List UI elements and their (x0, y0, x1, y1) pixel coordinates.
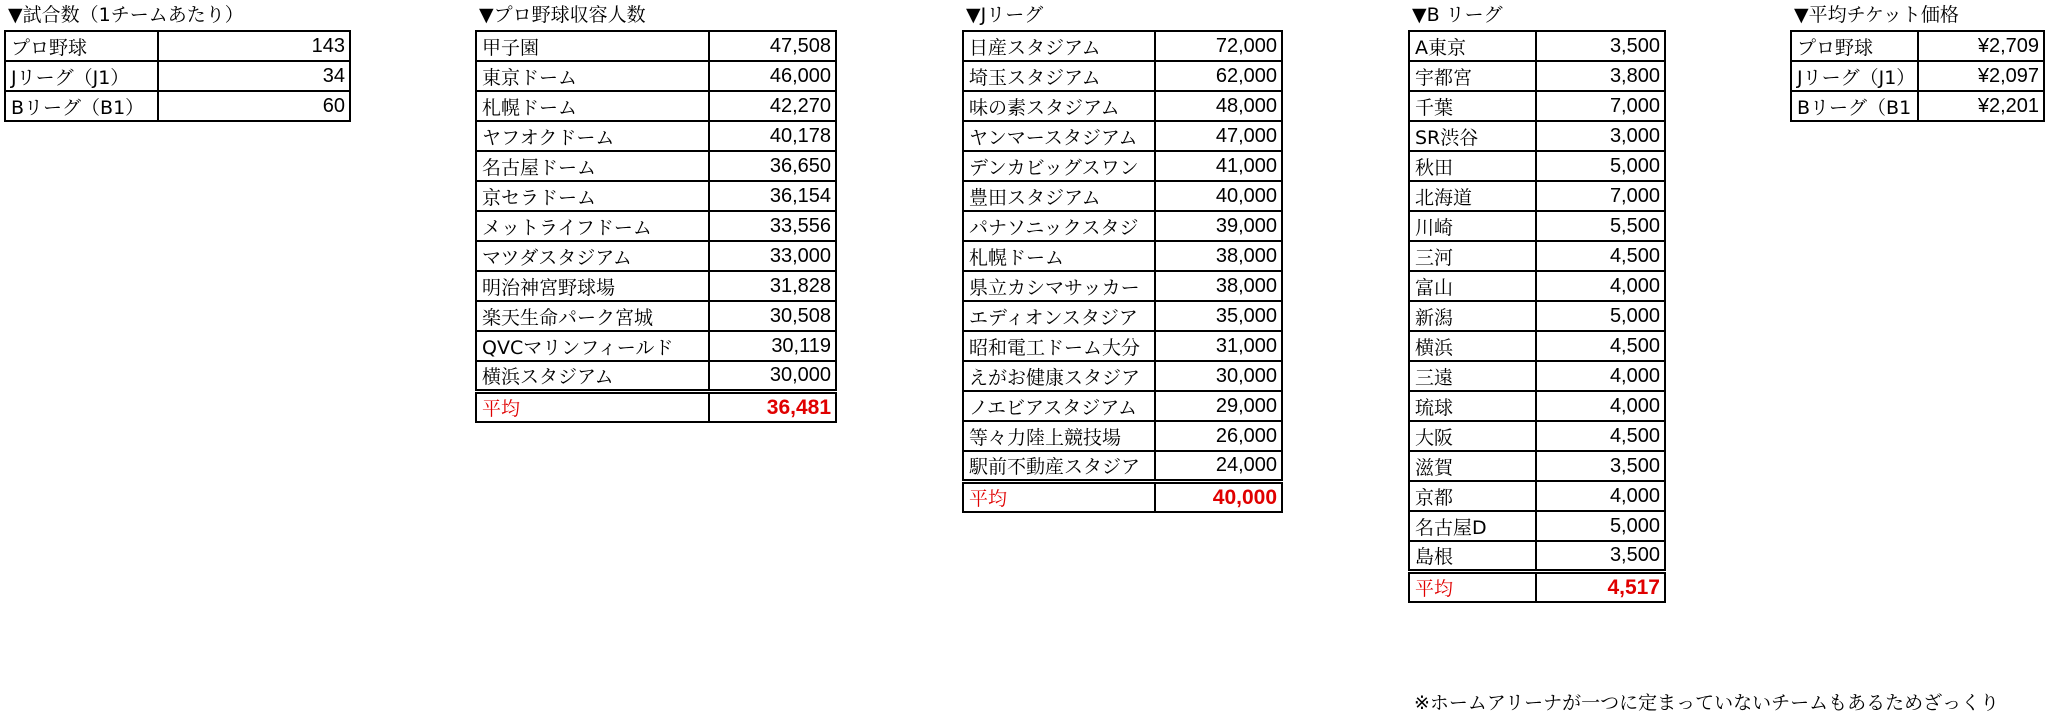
bleague-value-cell[interactable]: 3,500 (1536, 541, 1665, 572)
baseball-name-cell[interactable]: 甲子園 (476, 31, 709, 61)
price-value-cell[interactable]: ¥2,709 (1918, 31, 2044, 61)
jleague-row (963, 61, 1282, 91)
jleague-row (963, 31, 1282, 61)
jleague-value-cell[interactable]: 62,000 (1155, 61, 1282, 91)
baseball-name-cell[interactable]: マツダスタジアム (476, 241, 709, 271)
bleague-value-cell[interactable]: 5,500 (1536, 211, 1665, 241)
jleague-title: ▼Jリーグ (966, 4, 1044, 26)
bleague-table (1408, 30, 1666, 603)
games-table (4, 30, 351, 122)
bleague-name-cell[interactable]: A東京 (1409, 31, 1536, 61)
jleague-value-cell[interactable]: 48,000 (1155, 91, 1282, 121)
jleague-name-cell[interactable]: 札幌ドーム (963, 241, 1155, 271)
bleague-row (1409, 91, 1665, 121)
jleague-value-cell[interactable]: 72,000 (1155, 31, 1282, 61)
jleague-value-cell[interactable]: 35,000 (1155, 301, 1282, 331)
bleague-row (1409, 511, 1665, 541)
price-row (1791, 91, 2044, 121)
games-name-cell[interactable]: Jリーグ（J1） (5, 61, 158, 91)
jleague-row (963, 421, 1282, 451)
jleague-block (962, 0, 1283, 513)
jleague-name-cell[interactable]: 駅前不動産スタジア (963, 451, 1155, 482)
bleague-value-cell[interactable]: 4,000 (1536, 391, 1665, 421)
bleague-name-cell[interactable]: 三河 (1409, 241, 1536, 271)
baseball-table (475, 30, 837, 423)
bleague-value-cell[interactable]: 4,500 (1536, 241, 1665, 271)
jleague-average-row (963, 482, 1282, 513)
jleague-name-cell[interactable]: 等々力陸上競技場 (963, 421, 1155, 451)
baseball-value-cell[interactable]: 30,000 (709, 361, 836, 392)
games-value-cell[interactable]: 60 (158, 91, 350, 121)
bleague-row (1409, 331, 1665, 361)
jleague-row (963, 301, 1282, 331)
bleague-row (1409, 301, 1665, 331)
price-row (1791, 61, 2044, 91)
baseball-value-cell[interactable]: 36,650 (709, 151, 836, 181)
games-rows (5, 31, 350, 121)
bleague-row (1409, 31, 1665, 61)
bleague-name-cell[interactable]: 富山 (1409, 271, 1536, 301)
jleague-name-cell[interactable]: 埼玉スタジアム (963, 61, 1155, 91)
baseball-row (476, 61, 836, 91)
jleague-value-cell[interactable]: 41,000 (1155, 151, 1282, 181)
jleague-value-cell[interactable]: 26,000 (1155, 421, 1282, 451)
baseball-name-cell[interactable]: 京セラドーム (476, 181, 709, 211)
baseball-value-cell[interactable]: 31,828 (709, 271, 836, 301)
price-value-cell[interactable]: ¥2,201 (1918, 91, 2044, 121)
bleague-name-cell[interactable]: 千葉 (1409, 91, 1536, 121)
baseball-name-cell[interactable]: 東京ドーム (476, 61, 709, 91)
bleague-value-cell[interactable]: 5,000 (1536, 301, 1665, 331)
bleague-name-cell[interactable]: 三遠 (1409, 361, 1536, 391)
bleague-value-cell[interactable]: 5,000 (1536, 151, 1665, 181)
bleague-average-row (1409, 572, 1665, 603)
price-block (1790, 0, 2045, 122)
bleague-value-cell[interactable]: 5,000 (1536, 511, 1665, 541)
jleague-table (962, 30, 1283, 513)
bleague-note: ※ホームアリーナが一つに定まっていないチームもあるためざっくり (1414, 692, 2000, 714)
bleague-block (1408, 0, 1666, 603)
games-row (5, 61, 350, 91)
bleague-rows (1409, 31, 1665, 602)
baseball-row (476, 151, 836, 181)
bleague-name-cell[interactable]: 名古屋D (1409, 511, 1536, 541)
bleague-row (1409, 121, 1665, 151)
jleague-value-cell[interactable]: 40,000 (1155, 482, 1282, 513)
baseball-value-cell[interactable]: 47,508 (709, 31, 836, 61)
baseball-name-cell[interactable]: 平均 (476, 392, 709, 423)
jleague-name-cell[interactable]: ヤンマースタジアム (963, 121, 1155, 151)
jleague-name-cell[interactable]: ノエビアスタジアム (963, 391, 1155, 421)
price-row (1791, 31, 2044, 61)
jleague-name-cell[interactable]: 日産スタジアム (963, 31, 1155, 61)
games-value-cell[interactable]: 143 (158, 31, 350, 61)
bleague-name-cell[interactable]: 京都 (1409, 481, 1536, 511)
baseball-row (476, 271, 836, 301)
jleague-row (963, 91, 1282, 121)
baseball-value-cell[interactable]: 46,000 (709, 61, 836, 91)
bleague-row (1409, 391, 1665, 421)
bleague-name-cell[interactable]: 大阪 (1409, 421, 1536, 451)
bleague-title: ▼B リーグ (1412, 4, 1503, 26)
price-name-cell[interactable]: Jリーグ（J1） (1791, 61, 1918, 91)
baseball-row (476, 121, 836, 151)
bleague-row (1409, 451, 1665, 481)
jleague-value-cell[interactable]: 47,000 (1155, 121, 1282, 151)
baseball-row (476, 361, 836, 392)
jleague-rows (963, 31, 1282, 512)
jleague-row (963, 271, 1282, 301)
baseball-value-cell[interactable]: 42,270 (709, 91, 836, 121)
bleague-row (1409, 361, 1665, 391)
jleague-row (963, 361, 1282, 391)
jleague-value-cell[interactable]: 38,000 (1155, 241, 1282, 271)
games-value-cell[interactable]: 34 (158, 61, 350, 91)
jleague-value-cell[interactable]: 40,000 (1155, 181, 1282, 211)
baseball-name-cell[interactable]: 名古屋ドーム (476, 151, 709, 181)
bleague-value-cell[interactable]: 3,000 (1536, 121, 1665, 151)
jleague-name-cell[interactable]: パナソニックスタジ (963, 211, 1155, 241)
bleague-row (1409, 271, 1665, 301)
baseball-value-cell[interactable]: 36,154 (709, 181, 836, 211)
baseball-row (476, 241, 836, 271)
baseball-value-cell[interactable]: 30,119 (709, 331, 836, 361)
bleague-row (1409, 61, 1665, 91)
jleague-value-cell[interactable]: 24,000 (1155, 451, 1282, 482)
bleague-row (1409, 241, 1665, 271)
bleague-name-cell[interactable]: 川崎 (1409, 211, 1536, 241)
bleague-name-cell[interactable]: SR渋谷 (1409, 121, 1536, 151)
bleague-name-cell[interactable]: 島根 (1409, 541, 1536, 572)
bleague-value-cell[interactable]: 3,800 (1536, 61, 1665, 91)
baseball-title: ▼プロ野球収容人数 (479, 4, 646, 26)
bleague-row (1409, 151, 1665, 181)
jleague-row (963, 451, 1282, 482)
baseball-block (475, 0, 837, 423)
baseball-value-cell[interactable]: 36,481 (709, 392, 836, 423)
games-row (5, 91, 350, 121)
jleague-name-cell[interactable]: 昭和電工ドーム大分 (963, 331, 1155, 361)
baseball-value-cell[interactable]: 40,178 (709, 121, 836, 151)
bleague-name-cell[interactable]: 滋賀 (1409, 451, 1536, 481)
jleague-row (963, 241, 1282, 271)
games-name-cell[interactable]: プロ野球 (5, 31, 158, 61)
baseball-row (476, 181, 836, 211)
jleague-value-cell[interactable]: 29,000 (1155, 391, 1282, 421)
jleague-value-cell[interactable]: 39,000 (1155, 211, 1282, 241)
bleague-row (1409, 541, 1665, 572)
jleague-name-cell[interactable]: デンカビッグスワン (963, 151, 1155, 181)
bleague-name-cell[interactable]: 北海道 (1409, 181, 1536, 211)
baseball-name-cell[interactable]: 明治神宮野球場 (476, 271, 709, 301)
baseball-average-row (476, 392, 836, 423)
games-title: ▼試合数（1チームあたり） (8, 4, 244, 26)
jleague-row (963, 391, 1282, 421)
jleague-name-cell[interactable]: えがお健康スタジア (963, 361, 1155, 391)
baseball-name-cell[interactable]: ヤフオクドーム (476, 121, 709, 151)
baseball-value-cell[interactable]: 33,000 (709, 241, 836, 271)
baseball-name-cell[interactable]: 横浜スタジアム (476, 361, 709, 392)
bleague-value-cell[interactable]: 4,000 (1536, 271, 1665, 301)
bleague-name-cell[interactable]: 平均 (1409, 572, 1536, 603)
bleague-value-cell[interactable]: 4,517 (1536, 572, 1665, 603)
bleague-name-cell[interactable]: 新潟 (1409, 301, 1536, 331)
jleague-name-cell[interactable]: 豊田スタジアム (963, 181, 1155, 211)
jleague-value-cell[interactable]: 38,000 (1155, 271, 1282, 301)
price-table (1790, 30, 2045, 122)
jleague-row (963, 331, 1282, 361)
baseball-value-cell[interactable]: 33,556 (709, 211, 836, 241)
games-row (5, 31, 350, 61)
baseball-row (476, 91, 836, 121)
jleague-name-cell[interactable]: エディオンスタジア (963, 301, 1155, 331)
price-value-cell[interactable]: ¥2,097 (1918, 61, 2044, 91)
bleague-name-cell[interactable]: 琉球 (1409, 391, 1536, 421)
jleague-row (963, 181, 1282, 211)
bleague-value-cell[interactable]: 3,500 (1536, 31, 1665, 61)
games-name-cell[interactable]: Bリーグ（B1） (5, 91, 158, 121)
jleague-name-cell[interactable]: 県立カシマサッカー (963, 271, 1155, 301)
jleague-value-cell[interactable]: 31,000 (1155, 331, 1282, 361)
bleague-value-cell[interactable]: 4,000 (1536, 481, 1665, 511)
games-block (4, 0, 351, 122)
baseball-name-cell[interactable]: 札幌ドーム (476, 91, 709, 121)
baseball-name-cell[interactable]: QVCマリンフィールド (476, 331, 709, 361)
jleague-row (963, 151, 1282, 181)
jleague-name-cell[interactable]: 味の素スタジアム (963, 91, 1155, 121)
bleague-row (1409, 481, 1665, 511)
jleague-name-cell[interactable]: 平均 (963, 482, 1155, 513)
bleague-value-cell[interactable]: 4,500 (1536, 331, 1665, 361)
bleague-row (1409, 181, 1665, 211)
price-name-cell[interactable]: プロ野球 (1791, 31, 1918, 61)
bleague-name-cell[interactable]: 秋田 (1409, 151, 1536, 181)
jleague-value-cell[interactable]: 30,000 (1155, 361, 1282, 391)
baseball-value-cell[interactable]: 30,508 (709, 301, 836, 331)
bleague-name-cell[interactable]: 横浜 (1409, 331, 1536, 361)
price-title: ▼平均チケット価格 (1794, 4, 1959, 26)
bleague-value-cell[interactable]: 4,500 (1536, 421, 1665, 451)
baseball-row (476, 301, 836, 331)
price-name-cell[interactable]: Bリーグ（B1 (1791, 91, 1918, 121)
baseball-name-cell[interactable]: メットライフドーム (476, 211, 709, 241)
baseball-row (476, 331, 836, 361)
bleague-value-cell[interactable]: 7,000 (1536, 91, 1665, 121)
bleague-name-cell[interactable]: 宇都宮 (1409, 61, 1536, 91)
baseball-row (476, 31, 836, 61)
bleague-value-cell[interactable]: 4,000 (1536, 361, 1665, 391)
price-rows (1791, 31, 2044, 121)
bleague-row (1409, 421, 1665, 451)
bleague-row (1409, 211, 1665, 241)
jleague-row (963, 211, 1282, 241)
bleague-value-cell[interactable]: 3,500 (1536, 451, 1665, 481)
baseball-name-cell[interactable]: 楽天生命パーク宮城 (476, 301, 709, 331)
bleague-value-cell[interactable]: 7,000 (1536, 181, 1665, 211)
baseball-rows (476, 31, 836, 422)
baseball-row (476, 211, 836, 241)
jleague-row (963, 121, 1282, 151)
